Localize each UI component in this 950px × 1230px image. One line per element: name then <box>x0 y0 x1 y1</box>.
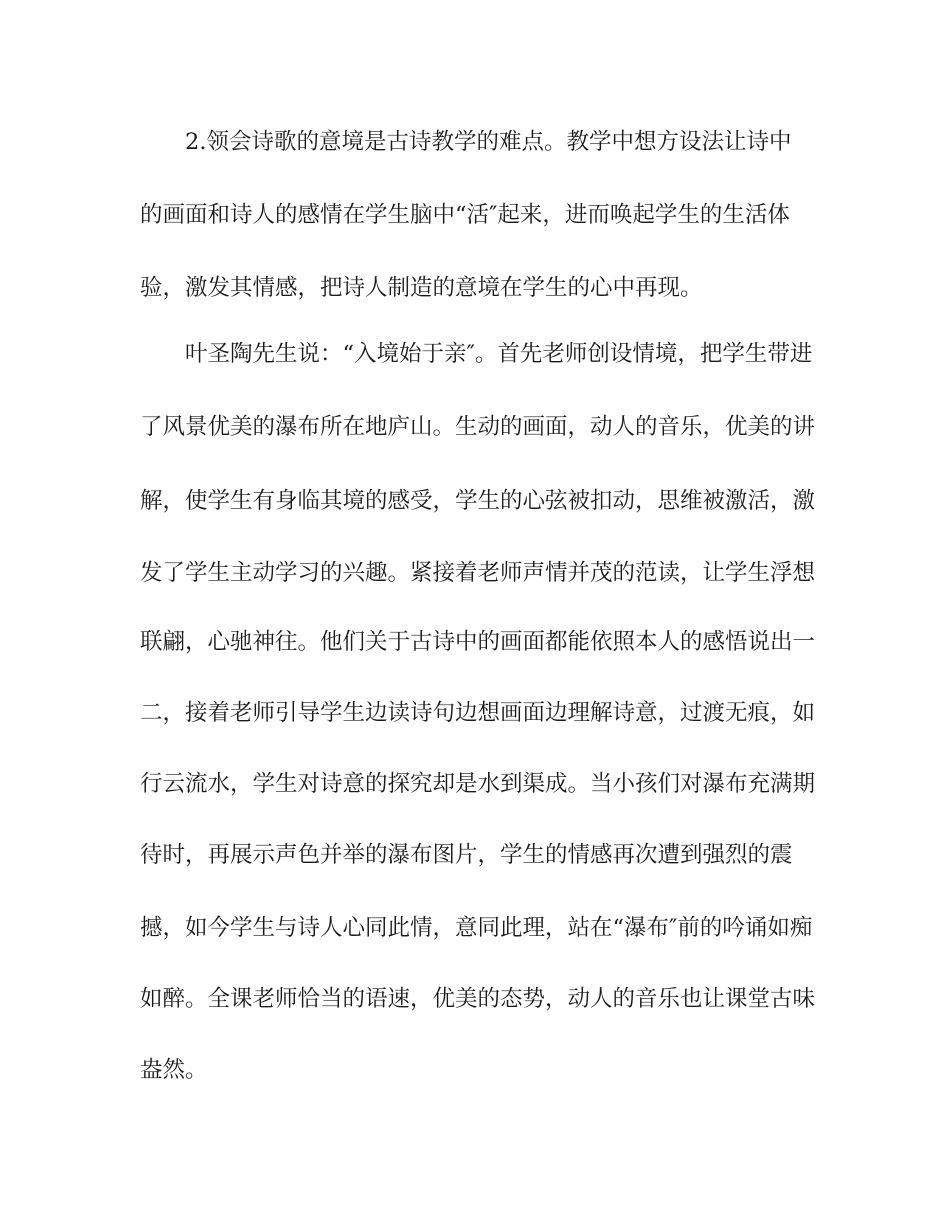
paragraph-2-line-7: 行云流水，学生对诗意的探究却是水到渠成。当小孩们对瀑布充满期 <box>140 771 816 797</box>
paragraph-2-line-3: 解，使学生有身临其境的感受，学生的心弦被扣动，思维被激活，激 <box>140 488 816 514</box>
paragraph-1-line-3: 验，激发其情感，把诗人制造的意境在学生的心中再现。 <box>140 275 703 301</box>
paragraph-2-line-6: 二，接着老师引导学生边读诗句边想画面边理解诗意，过渡无痕，如 <box>140 700 816 726</box>
paragraph-2-line-1: 叶圣陶先生说：“入境始于亲″。首先老师创设情境，把学生带进 <box>185 341 813 367</box>
paragraph-2-line-10: 如醉。全课老师恰当的语速，优美的态势，动人的音乐也让课堂古味 <box>140 986 816 1012</box>
paragraph-2-line-5: 联翩，心驰神往。他们关于古诗中的画面都能依照本人的感悟说出一 <box>140 629 816 655</box>
paragraph-2-line-8: 待时，再展示声色并举的瀑布图片，学生的情感再次遭到强烈的震 <box>140 842 793 868</box>
paragraph-2-line-9: 撼，如今学生与诗人心同此情，意同此理，站在“瀑布″前的吟诵如痴 <box>140 915 813 941</box>
paragraph-2-line-4: 发了学生主动学习的兴趣。紧接着老师声情并茂的范读，让学生浮想 <box>140 560 816 586</box>
paragraph-1-line-1: 2.领会诗歌的意境是古诗教学的难点。教学中想方设法让诗中 <box>185 129 792 155</box>
paragraph-2-line-2: 了风景优美的瀑布所在地庐山。生动的画面，动人的音乐，优美的讲 <box>140 414 816 440</box>
paragraph-2-line-11: 盎然。 <box>140 1057 208 1083</box>
paragraph-1-line-2: 的画面和诗人的感情在学生脑中“活″起来，进而唤起学生的生活体 <box>140 202 790 228</box>
